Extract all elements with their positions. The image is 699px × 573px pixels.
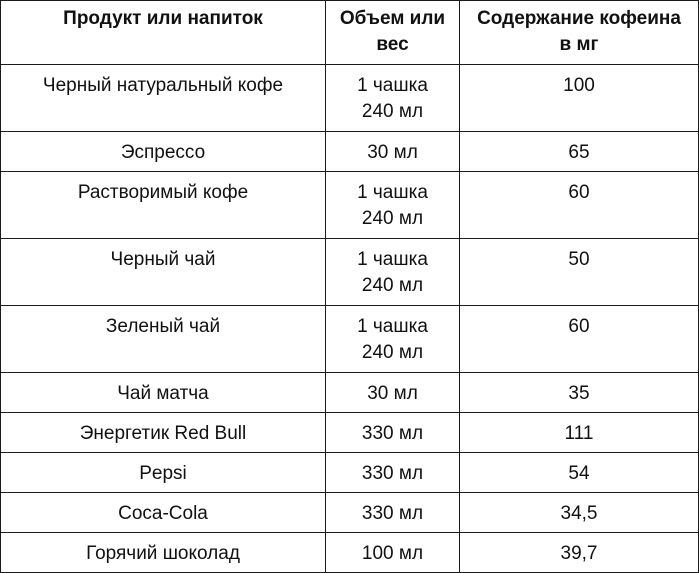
cell-volume-line-1: 1 чашка xyxy=(357,249,428,270)
header-row xyxy=(1,1,699,65)
table-row xyxy=(1,132,699,172)
cell-volume-line-1: 1 чашка xyxy=(357,182,428,203)
table-row xyxy=(1,172,699,239)
table-row xyxy=(1,493,699,533)
cell-volume xyxy=(326,306,460,373)
cell-product: Энергетик Red Bull xyxy=(1,413,326,453)
cell-volume xyxy=(326,453,460,493)
header-caffeine xyxy=(460,1,699,65)
cell-caffeine: 35 xyxy=(460,373,699,413)
cell-volume-line-1: 100 мл xyxy=(361,543,424,564)
table-row xyxy=(1,453,699,493)
cell-caffeine: 54 xyxy=(460,453,699,493)
cell-volume xyxy=(326,373,460,413)
cell-product: Черный чай xyxy=(1,239,326,306)
cell-caffeine: 65 xyxy=(460,132,699,172)
cell-volume xyxy=(326,493,460,533)
cell-product: Чай матча xyxy=(1,373,326,413)
cell-volume xyxy=(326,172,460,239)
header-volume xyxy=(326,1,460,65)
cell-product: Coca-Cola xyxy=(1,493,326,533)
cell-volume-line-1: 330 мл xyxy=(361,423,424,444)
cell-volume-line-2: 240 мл xyxy=(361,342,424,363)
header-caffeine-line-1: Содержание кофеина xyxy=(477,8,681,29)
cell-volume xyxy=(326,65,460,132)
table-row xyxy=(1,373,699,413)
cell-caffeine: 60 xyxy=(460,172,699,239)
table-row xyxy=(1,306,699,373)
cell-volume-line-1: 1 чашка xyxy=(357,316,428,337)
cell-caffeine: 60 xyxy=(460,306,699,373)
cell-volume-line-1: 1 чашка xyxy=(357,75,428,96)
cell-volume xyxy=(326,132,460,172)
cell-product: Черный натуральный кофе xyxy=(1,65,326,132)
cell-volume-line-1: 30 мл xyxy=(367,383,418,404)
cell-volume-line-2: 240 мл xyxy=(361,101,424,122)
cell-caffeine: 111 xyxy=(460,413,699,453)
cell-product: Эспрессо xyxy=(1,132,326,172)
cell-volume-line-1: 330 мл xyxy=(361,463,424,484)
cell-volume-line-1: 30 мл xyxy=(367,142,418,163)
cell-volume xyxy=(326,239,460,306)
cell-volume-line-2: 240 мл xyxy=(361,275,424,296)
cell-volume-line-1: 330 мл xyxy=(361,503,424,524)
table-row xyxy=(1,533,699,573)
cell-product: Зеленый чай xyxy=(1,306,326,373)
header-volume-line-1: Объем или xyxy=(339,8,446,29)
cell-caffeine: 50 xyxy=(460,239,699,306)
cell-volume-line-2: 240 мл xyxy=(361,208,424,229)
header-caffeine-line-2: в мг xyxy=(559,34,599,55)
table-row xyxy=(1,413,699,453)
cell-volume xyxy=(326,533,460,573)
header-volume-line-2: вес xyxy=(376,34,409,55)
cell-caffeine: 39,7 xyxy=(460,533,699,573)
cell-volume xyxy=(326,413,460,453)
cell-product: Pepsi xyxy=(1,453,326,493)
cell-product: Растворимый кофе xyxy=(1,172,326,239)
table-row xyxy=(1,239,699,306)
cell-caffeine: 100 xyxy=(460,65,699,132)
header-product-text: Продукт или напиток xyxy=(63,8,263,29)
table-row xyxy=(1,65,699,132)
cell-product: Горячий шоколад xyxy=(1,533,326,573)
cell-caffeine: 34,5 xyxy=(460,493,699,533)
header-product xyxy=(1,1,326,65)
